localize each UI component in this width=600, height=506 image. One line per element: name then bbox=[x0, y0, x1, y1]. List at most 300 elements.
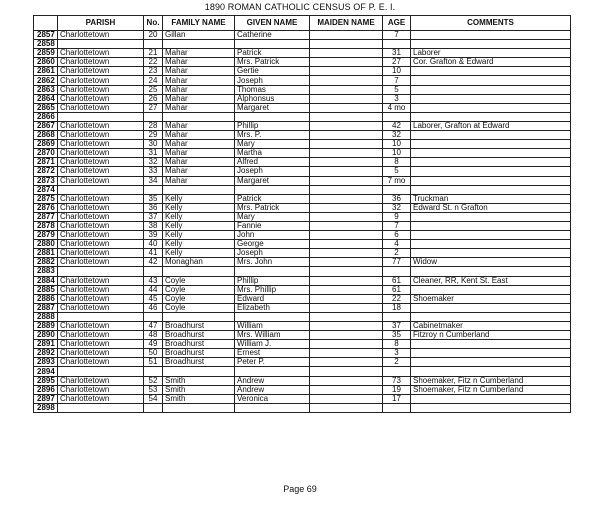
table-row bbox=[34, 212, 571, 221]
cell-given-name: Phillip bbox=[235, 121, 310, 130]
cell-line-number: 2871 bbox=[34, 158, 58, 167]
cell-family-name bbox=[163, 40, 235, 49]
cell-maiden-name bbox=[310, 240, 383, 249]
cell-maiden-name bbox=[310, 49, 383, 58]
cell-no: 29 bbox=[144, 131, 163, 140]
cell-comments bbox=[411, 112, 571, 121]
cell-maiden-name bbox=[310, 312, 383, 321]
cell-family-name bbox=[163, 267, 235, 276]
cell-family-name: Coyle bbox=[163, 303, 235, 312]
cell-comments: Laborer, Grafton at Edward bbox=[411, 121, 571, 130]
cell-family-name: Coyle bbox=[163, 285, 235, 294]
cell-maiden-name bbox=[310, 140, 383, 149]
cell-given-name: Edward bbox=[235, 294, 310, 303]
cell-maiden-name bbox=[310, 322, 383, 331]
cell-family-name: Mahar bbox=[163, 140, 235, 149]
document-title: 1890 ROMAN CATHOLIC CENSUS OF P. E. I. bbox=[204, 2, 396, 12]
cell-given-name: Elizabeth bbox=[235, 303, 310, 312]
cell-given-name: Phillip bbox=[235, 276, 310, 285]
cell-family-name: Kelly bbox=[163, 249, 235, 258]
cell-age: 3 bbox=[383, 94, 411, 103]
cell-age bbox=[383, 367, 411, 376]
cell-no bbox=[144, 403, 163, 412]
cell-family-name: Kelly bbox=[163, 221, 235, 230]
cell-parish: Charlottetown bbox=[58, 167, 144, 176]
cell-age: 18 bbox=[383, 303, 411, 312]
cell-comments bbox=[411, 312, 571, 321]
cell-given-name: William J. bbox=[235, 340, 310, 349]
cell-age bbox=[383, 403, 411, 412]
cell-parish: Charlottetown bbox=[58, 285, 144, 294]
cell-age: 10 bbox=[383, 149, 411, 158]
cell-maiden-name bbox=[310, 258, 383, 267]
cell-no: 33 bbox=[144, 167, 163, 176]
cell-maiden-name bbox=[310, 358, 383, 367]
cell-maiden-name bbox=[310, 403, 383, 412]
cell-parish bbox=[58, 367, 144, 376]
cell-line-number: 2885 bbox=[34, 285, 58, 294]
cell-family-name bbox=[163, 312, 235, 321]
cell-parish: Charlottetown bbox=[58, 67, 144, 76]
cell-maiden-name bbox=[310, 158, 383, 167]
cell-age bbox=[383, 40, 411, 49]
cell-maiden-name bbox=[310, 112, 383, 121]
cell-line-number: 2867 bbox=[34, 121, 58, 130]
table-row bbox=[34, 331, 571, 340]
cell-given-name: Mrs. John bbox=[235, 258, 310, 267]
cell-family-name: Mahar bbox=[163, 131, 235, 140]
table-row bbox=[34, 221, 571, 230]
cell-given-name: Mrs. William bbox=[235, 331, 310, 340]
cell-line-number: 2868 bbox=[34, 131, 58, 140]
cell-family-name: Kelly bbox=[163, 231, 235, 240]
cell-no: 37 bbox=[144, 212, 163, 221]
cell-family-name: Kelly bbox=[163, 203, 235, 212]
table-row bbox=[34, 358, 571, 367]
cell-line-number: 2875 bbox=[34, 194, 58, 203]
cell-parish: Charlottetown bbox=[58, 94, 144, 103]
cell-line-number: 2878 bbox=[34, 221, 58, 230]
cell-comments: Laborer bbox=[411, 49, 571, 58]
cell-parish: Charlottetown bbox=[58, 85, 144, 94]
cell-age: 32 bbox=[383, 131, 411, 140]
cell-maiden-name bbox=[310, 340, 383, 349]
cell-age: 5 bbox=[383, 167, 411, 176]
cell-maiden-name bbox=[310, 349, 383, 358]
cell-no: 27 bbox=[144, 103, 163, 112]
cell-line-number: 2863 bbox=[34, 85, 58, 94]
cell-no: 53 bbox=[144, 385, 163, 394]
cell-maiden-name bbox=[310, 85, 383, 94]
cell-family-name: Mahar bbox=[163, 58, 235, 67]
cell-comments bbox=[411, 231, 571, 240]
cell-no: 30 bbox=[144, 140, 163, 149]
cell-maiden-name bbox=[310, 203, 383, 212]
cell-comments bbox=[411, 103, 571, 112]
cell-family-name: Broadhurst bbox=[163, 358, 235, 367]
cell-comments bbox=[411, 303, 571, 312]
cell-parish: Charlottetown bbox=[58, 294, 144, 303]
cell-line-number: 2862 bbox=[34, 76, 58, 85]
cell-line-number: 2897 bbox=[34, 394, 58, 403]
cell-age: 32 bbox=[383, 203, 411, 212]
cell-age: 4 bbox=[383, 240, 411, 249]
cell-age bbox=[383, 312, 411, 321]
cell-family-name: Gillan bbox=[163, 31, 235, 40]
cell-age: 17 bbox=[383, 394, 411, 403]
cell-comments bbox=[411, 340, 571, 349]
cell-parish: Charlottetown bbox=[58, 31, 144, 40]
cell-line-number: 2884 bbox=[34, 276, 58, 285]
cell-maiden-name bbox=[310, 303, 383, 312]
table-row bbox=[34, 194, 571, 203]
cell-maiden-name bbox=[310, 67, 383, 76]
table-row bbox=[34, 167, 571, 176]
cell-line-number: 2890 bbox=[34, 331, 58, 340]
table-row bbox=[34, 49, 571, 58]
cell-line-number: 2895 bbox=[34, 376, 58, 385]
cell-line-number: 2859 bbox=[34, 49, 58, 58]
table-row bbox=[34, 312, 571, 321]
cell-maiden-name bbox=[310, 94, 383, 103]
cell-parish: Charlottetown bbox=[58, 358, 144, 367]
cell-line-number: 2886 bbox=[34, 294, 58, 303]
table-row bbox=[34, 40, 571, 49]
cell-no: 24 bbox=[144, 76, 163, 85]
cell-parish bbox=[58, 403, 144, 412]
table-row bbox=[34, 403, 571, 412]
cell-line-number: 2860 bbox=[34, 58, 58, 67]
cell-parish: Charlottetown bbox=[58, 240, 144, 249]
cell-family-name bbox=[163, 403, 235, 412]
cell-family-name: Kelly bbox=[163, 212, 235, 221]
cell-parish: Charlottetown bbox=[58, 176, 144, 185]
cell-parish: Charlottetown bbox=[58, 121, 144, 130]
cell-maiden-name bbox=[310, 103, 383, 112]
cell-age: 2 bbox=[383, 358, 411, 367]
cell-age: 73 bbox=[383, 376, 411, 385]
cell-no: 32 bbox=[144, 158, 163, 167]
cell-parish: Charlottetown bbox=[58, 303, 144, 312]
cell-given-name: Thomas bbox=[235, 85, 310, 94]
header-parish: PARISH bbox=[58, 16, 144, 31]
cell-family-name: Mahar bbox=[163, 149, 235, 158]
cell-line-number: 2888 bbox=[34, 312, 58, 321]
cell-comments: Shoemaker, Fitz n Cumberland bbox=[411, 385, 571, 394]
cell-given-name: Andrew bbox=[235, 385, 310, 394]
cell-given-name: Gertie bbox=[235, 67, 310, 76]
cell-given-name: Joseph bbox=[235, 167, 310, 176]
cell-comments bbox=[411, 76, 571, 85]
header-line-number bbox=[34, 16, 58, 31]
cell-line-number: 2874 bbox=[34, 185, 58, 194]
cell-line-number: 2893 bbox=[34, 358, 58, 367]
cell-parish: Charlottetown bbox=[58, 194, 144, 203]
cell-given-name bbox=[235, 112, 310, 121]
cell-line-number: 2869 bbox=[34, 140, 58, 149]
table-row bbox=[34, 94, 571, 103]
table-row bbox=[34, 131, 571, 140]
cell-maiden-name bbox=[310, 231, 383, 240]
cell-no: 43 bbox=[144, 276, 163, 285]
cell-age: 7 bbox=[383, 76, 411, 85]
cell-given-name: Mrs. Patrick bbox=[235, 58, 310, 67]
cell-comments bbox=[411, 40, 571, 49]
cell-family-name: Broadhurst bbox=[163, 340, 235, 349]
cell-no bbox=[144, 312, 163, 321]
table-body bbox=[34, 31, 571, 413]
cell-age: 6 bbox=[383, 231, 411, 240]
cell-comments bbox=[411, 131, 571, 140]
cell-line-number: 2892 bbox=[34, 349, 58, 358]
cell-given-name bbox=[235, 267, 310, 276]
cell-parish: Charlottetown bbox=[58, 276, 144, 285]
cell-maiden-name bbox=[310, 167, 383, 176]
cell-no: 25 bbox=[144, 85, 163, 94]
cell-age: 7 mo bbox=[383, 176, 411, 185]
cell-maiden-name bbox=[310, 194, 383, 203]
cell-age: 7 bbox=[383, 31, 411, 40]
cell-comments bbox=[411, 67, 571, 76]
cell-family-name: Coyle bbox=[163, 294, 235, 303]
cell-comments bbox=[411, 185, 571, 194]
cell-given-name: Veronica bbox=[235, 394, 310, 403]
cell-parish: Charlottetown bbox=[58, 322, 144, 331]
cell-parish bbox=[58, 267, 144, 276]
cell-comments bbox=[411, 394, 571, 403]
header-family-name: FAMILY NAME bbox=[163, 16, 235, 31]
cell-age: 3 bbox=[383, 349, 411, 358]
cell-given-name: Mrs. Patrick bbox=[235, 203, 310, 212]
cell-line-number: 2889 bbox=[34, 322, 58, 331]
cell-given-name: Andrew bbox=[235, 376, 310, 385]
cell-parish: Charlottetown bbox=[58, 340, 144, 349]
cell-given-name: John bbox=[235, 231, 310, 240]
cell-family-name: Mahar bbox=[163, 67, 235, 76]
table-row bbox=[34, 85, 571, 94]
cell-comments bbox=[411, 403, 571, 412]
cell-family-name: Mahar bbox=[163, 176, 235, 185]
cell-age: 36 bbox=[383, 194, 411, 203]
cell-given-name: Mary bbox=[235, 212, 310, 221]
cell-line-number: 2864 bbox=[34, 94, 58, 103]
cell-comments bbox=[411, 158, 571, 167]
cell-family-name: Smith bbox=[163, 385, 235, 394]
cell-parish bbox=[58, 40, 144, 49]
cell-parish: Charlottetown bbox=[58, 212, 144, 221]
cell-maiden-name bbox=[310, 394, 383, 403]
cell-parish bbox=[58, 312, 144, 321]
cell-age: 10 bbox=[383, 67, 411, 76]
cell-no: 54 bbox=[144, 394, 163, 403]
cell-age: 27 bbox=[383, 58, 411, 67]
header-age: AGE bbox=[383, 16, 411, 31]
cell-age: 19 bbox=[383, 385, 411, 394]
table-row bbox=[34, 67, 571, 76]
census-table bbox=[33, 15, 571, 413]
cell-family-name bbox=[163, 367, 235, 376]
cell-parish: Charlottetown bbox=[58, 76, 144, 85]
cell-no: 38 bbox=[144, 221, 163, 230]
cell-family-name: Mahar bbox=[163, 103, 235, 112]
cell-comments: Widow bbox=[411, 258, 571, 267]
cell-given-name: William bbox=[235, 322, 310, 331]
cell-parish: Charlottetown bbox=[58, 349, 144, 358]
table-row bbox=[34, 322, 571, 331]
cell-parish: Charlottetown bbox=[58, 203, 144, 212]
table-row bbox=[34, 367, 571, 376]
cell-comments bbox=[411, 212, 571, 221]
cell-family-name: Mahar bbox=[163, 76, 235, 85]
cell-no: 21 bbox=[144, 49, 163, 58]
cell-given-name: Ernest bbox=[235, 349, 310, 358]
table-row bbox=[34, 231, 571, 240]
cell-maiden-name bbox=[310, 149, 383, 158]
cell-maiden-name bbox=[310, 276, 383, 285]
cell-comments: Shoemaker, Fitz n Cumberland bbox=[411, 376, 571, 385]
cell-family-name: Smith bbox=[163, 394, 235, 403]
cell-no: 49 bbox=[144, 340, 163, 349]
cell-comments bbox=[411, 85, 571, 94]
table-row bbox=[34, 176, 571, 185]
cell-given-name: Mary bbox=[235, 140, 310, 149]
cell-family-name: Smith bbox=[163, 376, 235, 385]
cell-line-number: 2861 bbox=[34, 67, 58, 76]
cell-no: 28 bbox=[144, 121, 163, 130]
cell-comments bbox=[411, 94, 571, 103]
cell-given-name: Joseph bbox=[235, 76, 310, 85]
cell-comments: Cor. Grafton & Edward bbox=[411, 58, 571, 67]
cell-age: 77 bbox=[383, 258, 411, 267]
cell-maiden-name bbox=[310, 31, 383, 40]
cell-maiden-name bbox=[310, 121, 383, 130]
cell-family-name: Broadhurst bbox=[163, 331, 235, 340]
cell-given-name bbox=[235, 312, 310, 321]
cell-no: 39 bbox=[144, 231, 163, 240]
cell-comments bbox=[411, 349, 571, 358]
table-row bbox=[34, 140, 571, 149]
cell-given-name: Alfred bbox=[235, 158, 310, 167]
cell-no: 35 bbox=[144, 194, 163, 203]
cell-no: 52 bbox=[144, 376, 163, 385]
table-row bbox=[34, 258, 571, 267]
cell-no: 46 bbox=[144, 303, 163, 312]
cell-comments bbox=[411, 240, 571, 249]
cell-maiden-name bbox=[310, 221, 383, 230]
header-maiden-name: MAIDEN NAME bbox=[310, 16, 383, 31]
cell-age: 37 bbox=[383, 322, 411, 331]
header-given-name: GIVEN NAME bbox=[235, 16, 310, 31]
cell-parish: Charlottetown bbox=[58, 58, 144, 67]
cell-family-name bbox=[163, 112, 235, 121]
cell-family-name: Mahar bbox=[163, 94, 235, 103]
cell-family-name: Broadhurst bbox=[163, 322, 235, 331]
cell-comments bbox=[411, 140, 571, 149]
cell-parish: Charlottetown bbox=[58, 221, 144, 230]
cell-line-number: 2870 bbox=[34, 149, 58, 158]
cell-given-name: Patrick bbox=[235, 49, 310, 58]
table-row bbox=[34, 240, 571, 249]
cell-line-number: 2879 bbox=[34, 231, 58, 240]
cell-no bbox=[144, 40, 163, 49]
cell-comments bbox=[411, 31, 571, 40]
table-row bbox=[34, 340, 571, 349]
cell-family-name: Mahar bbox=[163, 85, 235, 94]
cell-comments bbox=[411, 149, 571, 158]
cell-line-number: 2882 bbox=[34, 258, 58, 267]
cell-no: 48 bbox=[144, 331, 163, 340]
cell-comments bbox=[411, 176, 571, 185]
cell-no: 20 bbox=[144, 31, 163, 40]
cell-parish: Charlottetown bbox=[58, 331, 144, 340]
cell-no: 34 bbox=[144, 176, 163, 185]
cell-family-name: Mahar bbox=[163, 167, 235, 176]
table-row bbox=[34, 185, 571, 194]
table-row bbox=[34, 285, 571, 294]
cell-no: 22 bbox=[144, 58, 163, 67]
cell-age bbox=[383, 267, 411, 276]
cell-family-name: Monaghan bbox=[163, 258, 235, 267]
cell-maiden-name bbox=[310, 212, 383, 221]
cell-parish: Charlottetown bbox=[58, 103, 144, 112]
cell-given-name: George bbox=[235, 240, 310, 249]
table-row bbox=[34, 103, 571, 112]
cell-no bbox=[144, 185, 163, 194]
cell-no: 42 bbox=[144, 258, 163, 267]
cell-given-name bbox=[235, 185, 310, 194]
cell-line-number: 2881 bbox=[34, 249, 58, 258]
cell-given-name bbox=[235, 403, 310, 412]
cell-family-name: Mahar bbox=[163, 49, 235, 58]
table-row bbox=[34, 294, 571, 303]
cell-given-name: Peter P. bbox=[235, 358, 310, 367]
cell-given-name bbox=[235, 40, 310, 49]
cell-no: 41 bbox=[144, 249, 163, 258]
cell-parish: Charlottetown bbox=[58, 140, 144, 149]
cell-age: 7 bbox=[383, 221, 411, 230]
cell-maiden-name bbox=[310, 249, 383, 258]
cell-given-name: Margaret bbox=[235, 103, 310, 112]
cell-line-number: 2858 bbox=[34, 40, 58, 49]
cell-no bbox=[144, 112, 163, 121]
cell-no: 36 bbox=[144, 203, 163, 212]
cell-comments: Edward St. n Grafton bbox=[411, 203, 571, 212]
cell-parish: Charlottetown bbox=[58, 158, 144, 167]
cell-family-name: Kelly bbox=[163, 240, 235, 249]
cell-line-number: 2896 bbox=[34, 385, 58, 394]
cell-age: 31 bbox=[383, 49, 411, 58]
cell-maiden-name bbox=[310, 176, 383, 185]
cell-no: 40 bbox=[144, 240, 163, 249]
cell-line-number: 2891 bbox=[34, 340, 58, 349]
cell-line-number: 2866 bbox=[34, 112, 58, 121]
cell-comments: Fitzroy n Cumberland bbox=[411, 331, 571, 340]
cell-line-number: 2887 bbox=[34, 303, 58, 312]
table-row bbox=[34, 349, 571, 358]
cell-age: 5 bbox=[383, 85, 411, 94]
cell-no: 44 bbox=[144, 285, 163, 294]
table-row bbox=[34, 112, 571, 121]
cell-family-name bbox=[163, 185, 235, 194]
cell-no: 51 bbox=[144, 358, 163, 367]
cell-line-number: 2857 bbox=[34, 31, 58, 40]
cell-comments bbox=[411, 221, 571, 230]
cell-line-number: 2865 bbox=[34, 103, 58, 112]
cell-age: 22 bbox=[383, 294, 411, 303]
cell-age: 8 bbox=[383, 158, 411, 167]
cell-maiden-name bbox=[310, 267, 383, 276]
table-row bbox=[34, 376, 571, 385]
